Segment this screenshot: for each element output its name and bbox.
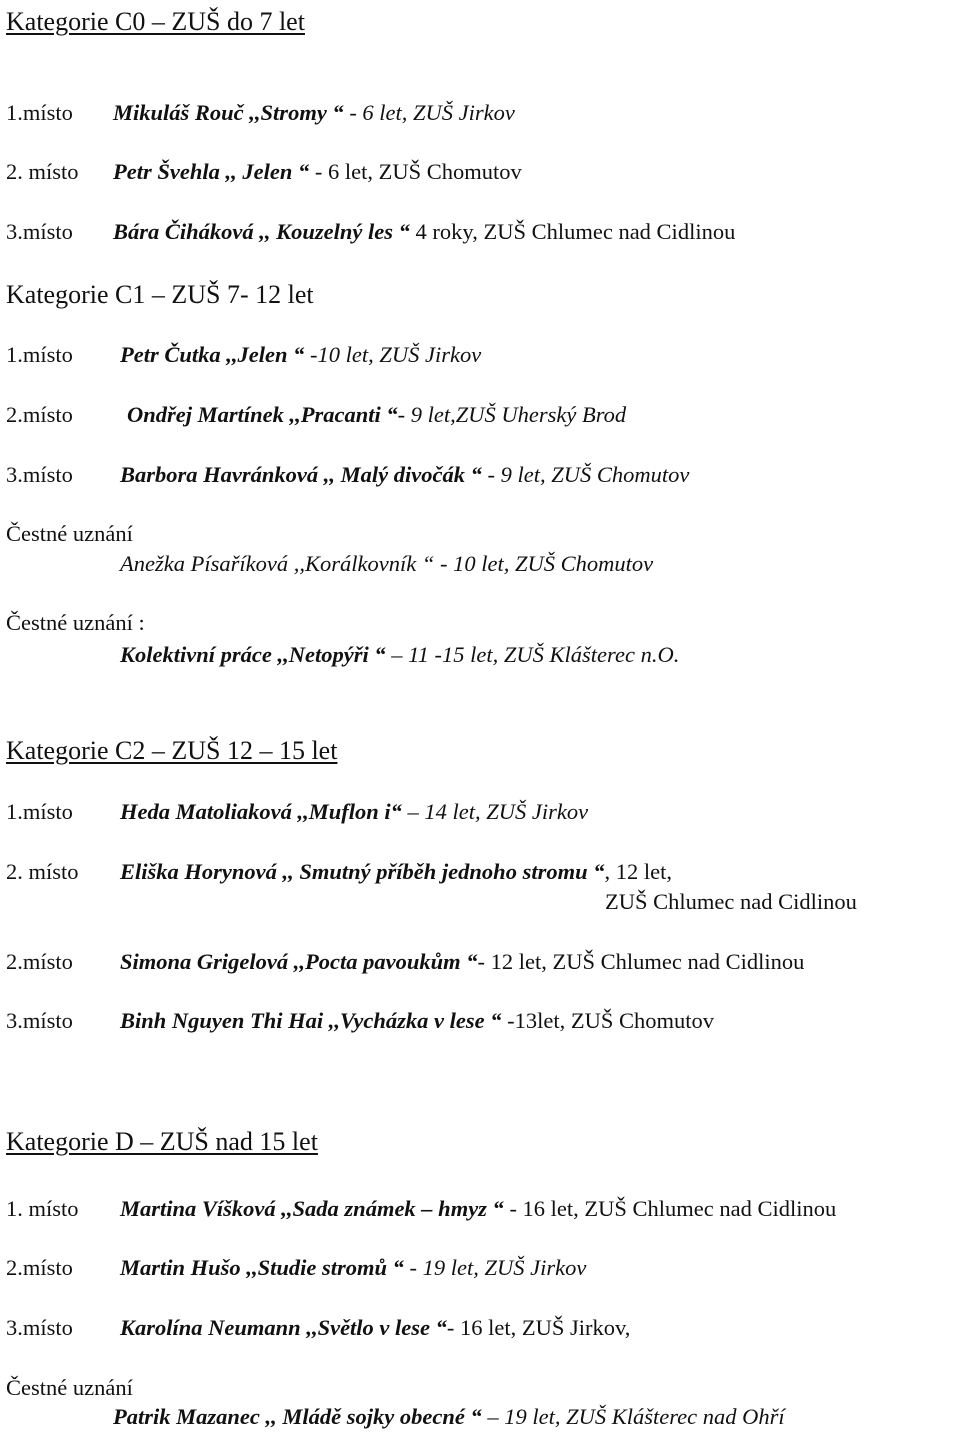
- entry-details: - 19 let, ZUŠ Jirkov: [403, 1255, 587, 1280]
- result-entry: [0, 401, 960, 429]
- artwork-title: ,,Studie stromů “: [246, 1255, 404, 1280]
- honor-entry: [120, 641, 679, 669]
- result-entry: [0, 218, 960, 246]
- entry-details: - 9 let,ZUŠ Uherský Brod: [397, 402, 627, 427]
- author-name: Simona Grigelová: [120, 949, 289, 974]
- entry-text: [120, 858, 672, 886]
- entry-details: – 14 let, ZUŠ Jirkov: [401, 799, 589, 824]
- category-heading-c0: Kategorie C0 – ZUŠ do 7 let: [6, 7, 305, 36]
- entry-text: [127, 401, 626, 429]
- place-label: 3.místo: [6, 1008, 73, 1033]
- author-name: Eliška Horynová: [120, 859, 277, 884]
- artwork-title: ,,Světlo v lese “: [306, 1315, 447, 1340]
- result-entry: [0, 1007, 960, 1035]
- place-label: 3.místo: [6, 219, 73, 244]
- result-entry: [0, 99, 960, 127]
- author-name: Mikuláš Rouč: [113, 100, 244, 125]
- entry-text: [120, 1314, 630, 1342]
- honor-entry: [120, 550, 653, 578]
- author-name: Kolektivní práce: [120, 642, 272, 667]
- author-name: Heda Matoliaková: [120, 799, 292, 824]
- place-label: 2. místo: [6, 159, 79, 184]
- artwork-title: ,,Stromy “: [249, 100, 344, 125]
- artwork-title: ,,Muflon i“: [297, 799, 402, 824]
- entry-text: [120, 461, 689, 489]
- entry-details: – 19 let, ZUŠ Klášterec nad Ohří: [481, 1404, 785, 1429]
- honor-entry: [113, 1403, 785, 1431]
- entry-details-continued: ZUŠ Chlumec nad Cidlinou: [605, 889, 857, 914]
- entry-text: [120, 948, 804, 976]
- result-entry: [0, 1314, 960, 1342]
- author-name: Patrik Mazanec: [113, 1404, 260, 1429]
- author-name: Binh Nguyen Thi Hai: [120, 1008, 324, 1033]
- category-heading-d: Kategorie D – ZUŠ nad 15 let: [6, 1127, 318, 1156]
- author-name: Petr Švehla: [113, 159, 220, 184]
- entry-details: - 10 let, ZUŠ Chomutov: [434, 551, 654, 576]
- artwork-title: ,, Mládě sojky obecné “: [265, 1404, 482, 1429]
- artwork-title: ,, Malý divočák “: [323, 462, 482, 487]
- category-heading-c2: Kategorie C2 – ZUŠ 12 – 15 let: [6, 736, 338, 765]
- place-label: 1.místo: [6, 342, 73, 367]
- category-heading-c1: Kategorie C1 – ZUŠ 7- 12 let: [6, 280, 314, 309]
- place-label: 1.místo: [6, 799, 73, 824]
- artwork-title: ,, Smutný příběh jednoho stromu “: [282, 859, 605, 884]
- artwork-title: ,, Kouzelný les “: [259, 219, 410, 244]
- entry-details: - 6 let, ZUŠ Chomutov: [309, 159, 522, 184]
- entry-details: , 12 let,: [604, 859, 672, 884]
- entry-details: – 11 -15 let, ZUŠ Klášterec n.O.: [385, 642, 680, 667]
- author-name: Anežka Písaříková: [120, 551, 289, 576]
- artwork-title: ,,Korálkovník “: [293, 551, 435, 576]
- author-name: Petr Čutka: [120, 342, 221, 367]
- author-name: Barbora Havránková: [120, 462, 319, 487]
- place-label: 2. místo: [6, 859, 79, 884]
- entry-text: [113, 99, 515, 127]
- artwork-title: ,, Jelen “: [225, 159, 310, 184]
- artwork-title: ,,Jelen “: [226, 342, 305, 367]
- result-entry: [0, 341, 960, 369]
- result-entry: [0, 948, 960, 976]
- place-label: 2.místo: [6, 402, 73, 427]
- entry-details: - 16 let, ZUŠ Jirkov,: [446, 1315, 631, 1340]
- author-name: Martin Hušo: [120, 1255, 241, 1280]
- place-label: 2.místo: [6, 1255, 73, 1280]
- entry-text: [120, 1254, 586, 1282]
- entry-details: -10 let, ZUŠ Jirkov: [304, 342, 482, 367]
- artwork-title: ,,Sada známek – hmyz “: [281, 1196, 504, 1221]
- place-label: 3.místo: [6, 1315, 73, 1340]
- author-name: Ondřej Martínek: [127, 402, 284, 427]
- author-name: Martina Víšková: [120, 1196, 276, 1221]
- author-name: Karolína Neumann: [120, 1315, 301, 1340]
- place-label: 3.místo: [6, 462, 73, 487]
- honorable-mention-label: Čestné uznání: [6, 521, 133, 546]
- entry-details: - 12 let, ZUŠ Chlumec nad Cidlinou: [477, 949, 805, 974]
- entry-text: [113, 218, 735, 246]
- result-entry: [0, 858, 960, 886]
- artwork-title: ,,Netopýři “: [277, 642, 386, 667]
- place-label: 1.místo: [6, 100, 73, 125]
- artwork-title: ,,Pocta pavoukům “: [293, 949, 478, 974]
- artwork-title: ,,Pracanti “: [289, 402, 398, 427]
- honorable-mention-label: Čestné uznání: [6, 1375, 133, 1400]
- result-entry: [0, 1195, 960, 1223]
- entry-text: [120, 1007, 714, 1035]
- entry-details: - 9 let, ZUŠ Chomutov: [481, 462, 690, 487]
- entry-details: - 6 let, ZUŠ Jirkov: [343, 100, 515, 125]
- entry-text: [120, 798, 588, 826]
- honorable-mention-label: Čestné uznání :: [6, 610, 145, 635]
- result-entry: [0, 461, 960, 489]
- entry-text: [120, 341, 481, 369]
- entry-details: 4 roky, ZUŠ Chlumec nad Cidlinou: [409, 219, 736, 244]
- author-name: Bára Čiháková: [113, 219, 254, 244]
- entry-details: -13let, ZUŠ Chomutov: [501, 1008, 714, 1033]
- entry-text: [120, 1195, 836, 1223]
- artwork-title: ,,Vycházka v lese “: [328, 1008, 502, 1033]
- place-label: 2.místo: [6, 949, 73, 974]
- entry-text: [113, 158, 522, 186]
- result-entry: [0, 158, 960, 186]
- result-entry: [0, 798, 960, 826]
- result-entry: [0, 1254, 960, 1282]
- entry-details: - 16 let, ZUŠ Chlumec nad Cidlinou: [503, 1196, 837, 1221]
- place-label: 1. místo: [6, 1196, 79, 1221]
